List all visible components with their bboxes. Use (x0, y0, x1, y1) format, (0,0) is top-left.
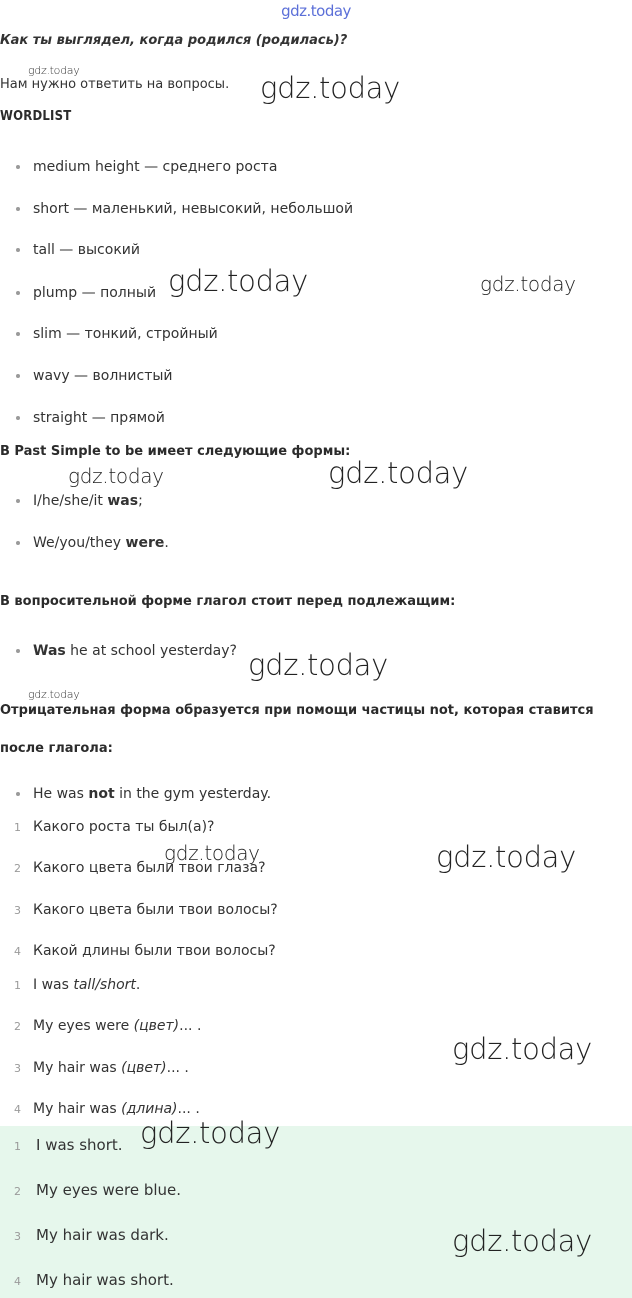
watermark: gdz.today (328, 456, 469, 490)
watermark: gdz.today (480, 272, 576, 296)
question-heading: Как ты выглядел, когда родился (родилась)? (0, 33, 348, 48)
negative-example: He was not in the gym yesterday. (16, 786, 271, 802)
answer-box (0, 1126, 632, 1298)
bullet-icon (16, 541, 20, 545)
template-item: 2 My eyes were (цвет)... . (14, 1018, 202, 1034)
intro-text: Нам нужно ответить на вопросы. (0, 77, 230, 92)
watermark: gdz.today (28, 688, 80, 701)
question-example: Was he at school yesterday? (16, 643, 237, 659)
watermark: gdz.today (260, 71, 401, 105)
bullet-icon (16, 332, 20, 336)
watermark: gdz.today (140, 1116, 281, 1150)
site-logo[interactable]: gdz.today (281, 2, 351, 20)
bullet-icon (16, 248, 20, 252)
watermark: gdz.today (452, 1032, 593, 1066)
wordlist-item: straight — прямой (16, 410, 165, 426)
form-item: We/you/they were. (16, 535, 169, 551)
answer-item: 2 My eyes were blue. (14, 1181, 182, 1199)
wordlist-item: slim — тонкий, стройный (16, 326, 218, 342)
wordlist-heading: WORDLIST (0, 109, 72, 124)
question-item: 4 Какой длины были твои волосы? (14, 943, 276, 959)
template-item: 3 My hair was (цвет)... . (14, 1060, 189, 1076)
bullet-icon (16, 374, 20, 378)
bullet-icon (16, 291, 20, 295)
bullet-icon (16, 649, 20, 653)
question-form-heading: В вопросительной форме глагол стоит перед подлежащим: (0, 594, 456, 609)
template-item: 1 I was tall/short. (14, 977, 141, 993)
watermark: gdz.today (168, 264, 309, 298)
bullet-icon (16, 207, 20, 211)
wordlist-item: short — маленький, невысокий, небольшой (16, 201, 353, 217)
watermark: gdz.today (436, 840, 577, 874)
watermark: gdz.today (452, 1224, 593, 1258)
answer-item: 4 My hair was short. (14, 1271, 174, 1289)
bullet-icon (16, 499, 20, 503)
watermark: gdz.today (164, 841, 260, 865)
bullet-icon (16, 165, 20, 169)
bullet-icon (16, 416, 20, 420)
wordlist-item: wavy — волнистый (16, 368, 173, 384)
bullet-icon (16, 792, 20, 796)
wordlist-item: medium height — среднего роста (16, 159, 277, 175)
wordlist-item: tall — высокий (16, 242, 140, 258)
past-simple-heading: В Past Simple to be имеет следующие формы: (0, 444, 351, 459)
form-item: I/he/she/it was; (16, 493, 143, 509)
watermark: gdz.today (68, 464, 164, 488)
watermark: gdz.today (248, 648, 389, 682)
watermark: gdz.today (28, 64, 80, 77)
question-item: 1 Какого роста ты был(а)? (14, 819, 215, 835)
template-item: 4 My hair was (длина)... . (14, 1101, 200, 1117)
question-item: 2 Какого цвета были твои глаза? (14, 860, 266, 876)
wordlist-item: plump — полный (16, 285, 156, 301)
negative-heading: Отрицательная форма образуется при помощи частицы not, которая ставится после глагола: (0, 703, 594, 756)
answer-item: 1 I was short. (14, 1136, 123, 1154)
question-item: 3 Какого цвета были твои волосы? (14, 902, 278, 918)
answer-item: 3 My hair was dark. (14, 1226, 169, 1244)
